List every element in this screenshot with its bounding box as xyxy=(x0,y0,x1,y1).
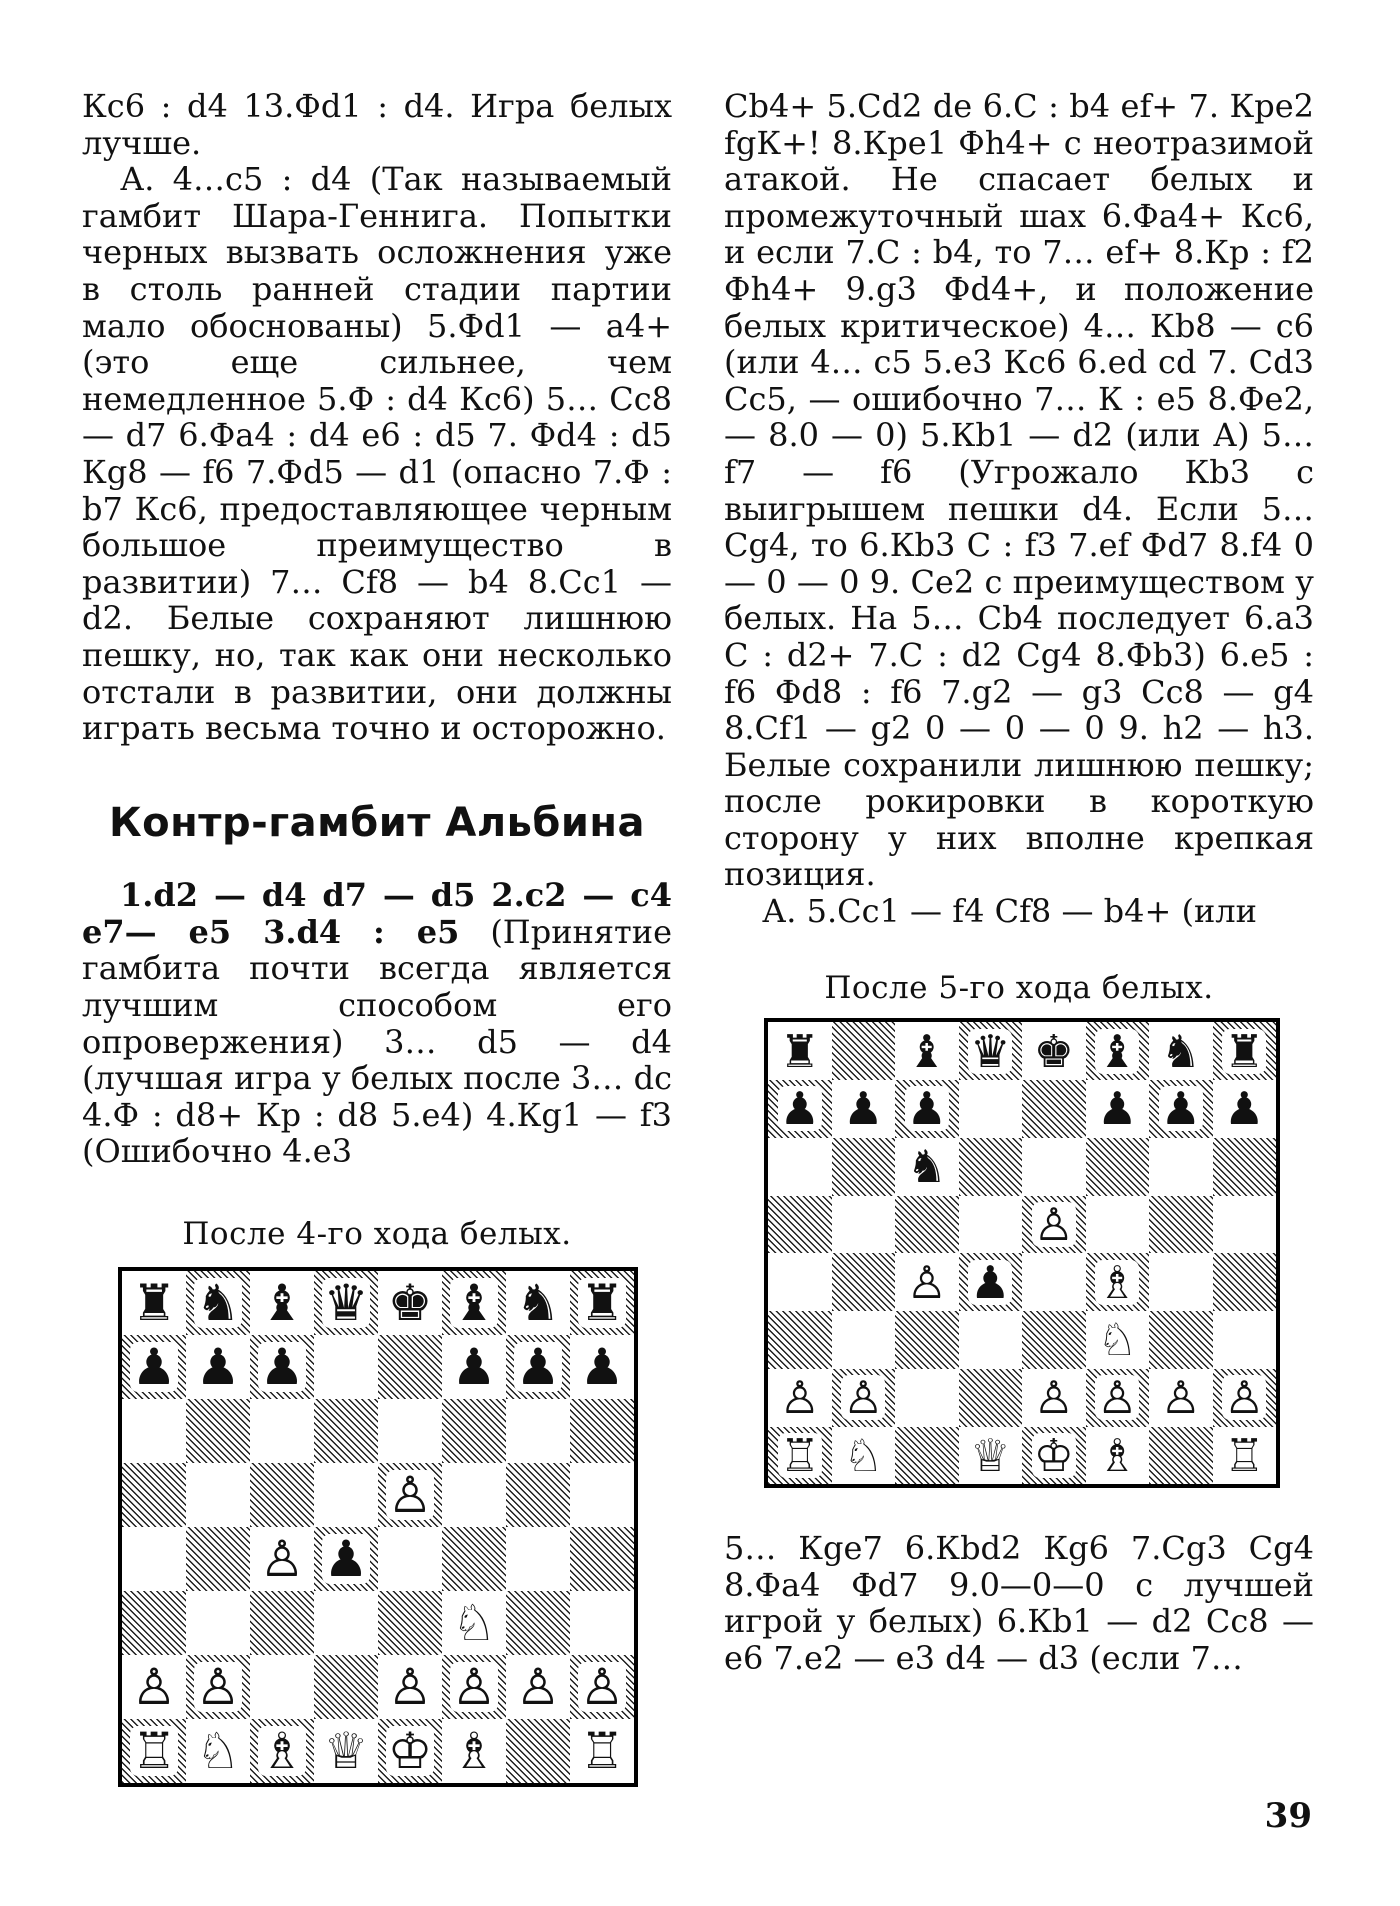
board-square xyxy=(442,1335,506,1399)
board-square xyxy=(506,1335,570,1399)
board-square xyxy=(1022,1253,1086,1311)
board-square xyxy=(378,1527,442,1591)
board-square xyxy=(1213,1311,1277,1369)
board-square xyxy=(250,1591,314,1655)
white-knight-icon: ♘ xyxy=(195,1721,241,1780)
paragraph-continuation: Кс6 : d4 13.Фd1 : d4. Игра белых лучше. xyxy=(82,87,672,162)
black-pawn-icon: ♟ xyxy=(779,1082,820,1136)
board-square xyxy=(506,1463,570,1527)
board-square xyxy=(122,1399,186,1463)
board-square xyxy=(250,1463,314,1527)
board-square xyxy=(1213,1196,1277,1254)
board-square xyxy=(250,1527,314,1591)
black-pawn-icon: ♟ xyxy=(843,1082,884,1136)
white-pawn-icon: ♙ xyxy=(195,1657,241,1716)
board-square xyxy=(570,1335,634,1399)
board-square xyxy=(832,1080,896,1138)
board-square xyxy=(895,1369,959,1427)
black-queen-icon: ♛ xyxy=(970,1024,1011,1078)
white-rook-icon: ♖ xyxy=(779,1428,820,1482)
black-pawn-icon: ♟ xyxy=(131,1337,177,1396)
board-square xyxy=(378,1335,442,1399)
black-rook-icon: ♜ xyxy=(131,1273,177,1332)
black-rook-icon: ♜ xyxy=(1224,1024,1265,1078)
white-pawn-icon: ♙ xyxy=(387,1465,433,1524)
white-queen-icon: ♕ xyxy=(970,1428,1011,1482)
board-square xyxy=(832,1138,896,1196)
board-square xyxy=(122,1591,186,1655)
opening-moves-bold: 1.d2 — d4 d7 — d5 2.c2 — c4 e7— e5 3.d4 : e5 xyxy=(82,876,672,951)
board-square xyxy=(314,1591,378,1655)
black-knight-icon: ♞ xyxy=(1160,1024,1201,1078)
board-square xyxy=(1149,1138,1213,1196)
board-square xyxy=(506,1655,570,1719)
board-square xyxy=(442,1463,506,1527)
board-square xyxy=(570,1463,634,1527)
black-knight-icon: ♞ xyxy=(515,1273,561,1332)
board-square xyxy=(959,1080,1023,1138)
board-square xyxy=(1213,1369,1277,1427)
board-square xyxy=(1022,1022,1086,1080)
white-king-icon: ♔ xyxy=(1033,1428,1074,1482)
board-square xyxy=(186,1335,250,1399)
board-square xyxy=(570,1399,634,1463)
black-bishop-icon: ♝ xyxy=(259,1273,305,1332)
board-square xyxy=(1086,1253,1150,1311)
black-king-icon: ♚ xyxy=(387,1273,433,1332)
white-pawn-icon: ♙ xyxy=(1097,1371,1138,1425)
board-square xyxy=(832,1369,896,1427)
left-column xyxy=(82,88,672,1787)
board-square xyxy=(1149,1369,1213,1427)
board-square xyxy=(442,1527,506,1591)
white-rook-icon: ♖ xyxy=(1224,1428,1265,1482)
black-pawn-icon: ♟ xyxy=(451,1337,497,1396)
board-square xyxy=(1022,1080,1086,1138)
board-square xyxy=(959,1369,1023,1427)
white-pawn-icon: ♙ xyxy=(515,1657,561,1716)
board-square xyxy=(570,1527,634,1591)
board-square xyxy=(895,1080,959,1138)
board-square xyxy=(314,1271,378,1335)
board-square xyxy=(895,1253,959,1311)
board-square xyxy=(442,1719,506,1783)
black-knight-icon: ♞ xyxy=(906,1140,947,1194)
board-square xyxy=(314,1463,378,1527)
black-pawn-icon: ♟ xyxy=(906,1082,947,1136)
board-square xyxy=(832,1311,896,1369)
board-square xyxy=(959,1427,1023,1485)
board-square xyxy=(1213,1138,1277,1196)
white-bishop-icon: ♗ xyxy=(1097,1428,1138,1482)
board-square xyxy=(1149,1022,1213,1080)
board-square xyxy=(314,1719,378,1783)
black-pawn-icon: ♟ xyxy=(970,1255,1011,1309)
board-square xyxy=(1149,1080,1213,1138)
white-pawn-icon: ♙ xyxy=(1033,1197,1074,1251)
board-square xyxy=(122,1463,186,1527)
board-square xyxy=(314,1399,378,1463)
board-square xyxy=(768,1311,832,1369)
board-square xyxy=(570,1655,634,1719)
white-bishop-icon: ♗ xyxy=(1097,1255,1138,1309)
board-square xyxy=(1086,1311,1150,1369)
board-square xyxy=(1149,1427,1213,1485)
board-square xyxy=(442,1271,506,1335)
board-square xyxy=(895,1427,959,1485)
board-square xyxy=(250,1655,314,1719)
black-rook-icon: ♜ xyxy=(779,1024,820,1078)
board-square xyxy=(122,1527,186,1591)
board-square xyxy=(768,1138,832,1196)
board-square xyxy=(506,1719,570,1783)
board-square xyxy=(1086,1427,1150,1485)
black-bishop-icon: ♝ xyxy=(451,1273,497,1332)
board-square xyxy=(506,1527,570,1591)
right-column xyxy=(724,88,1314,1677)
board-square xyxy=(314,1527,378,1591)
board-square xyxy=(832,1022,896,1080)
black-pawn-icon: ♟ xyxy=(1224,1082,1265,1136)
white-pawn-icon: ♙ xyxy=(843,1371,884,1425)
board-square xyxy=(442,1655,506,1719)
board-square xyxy=(1022,1311,1086,1369)
opening-moves-text: (Принятие гамбита почти всегда является лучшим способом его опровержения) 3… d5 — d4 (лучшая игра у белых после 3… dc 4.Ф : d8+ Кр : d8 5.e4) 4.Кg1 — f3 (Ошибочно 4.e3 xyxy=(82,912,673,1171)
board-square xyxy=(442,1399,506,1463)
black-rook-icon: ♜ xyxy=(579,1273,625,1332)
white-pawn-icon: ♙ xyxy=(906,1255,947,1309)
black-pawn-icon: ♟ xyxy=(579,1337,625,1396)
board-square xyxy=(1086,1138,1150,1196)
board-square xyxy=(250,1335,314,1399)
board-square xyxy=(768,1369,832,1427)
board-square xyxy=(122,1335,186,1399)
board-square xyxy=(378,1463,442,1527)
board-square xyxy=(1022,1427,1086,1485)
board-square xyxy=(186,1271,250,1335)
variation-a-paragraph: А. 4…c5 : d4 (Так называемый гамбит Шара-Геннига. Попытки черных вызвать осложнения уже в столь ранней стадии партии мало обоснованы) 5.Фd1 — a4+ (это еще сильнее, чем немедленное 5.Ф : d4 Кс6) 5… Сс8 — d7 6.Фa4 : d4 e6 : d5 7. Фd4 : d5 Кg8 — f6 7.Фd5 — d1 (опасно 7.Ф : b7 Кс6, предоставляющее черным большое преимущество в развитии) 7… Сf8 — b4 8.Сc1 — d2. Белые сохраняют лишнюю пешку, но, так как они несколько отстали в развитии, они должны играть весьма точно и осторожно. xyxy=(82,160,672,748)
board-square xyxy=(1213,1427,1277,1485)
board-square xyxy=(1213,1080,1277,1138)
board-square xyxy=(1086,1080,1150,1138)
black-queen-icon: ♛ xyxy=(323,1273,369,1332)
board-square xyxy=(768,1253,832,1311)
board-square xyxy=(378,1591,442,1655)
board-square xyxy=(122,1719,186,1783)
board-square xyxy=(314,1335,378,1399)
white-pawn-icon: ♙ xyxy=(1224,1371,1265,1425)
white-bishop-icon: ♗ xyxy=(451,1721,497,1780)
board-square xyxy=(378,1719,442,1783)
board-square xyxy=(768,1427,832,1485)
board-square xyxy=(1086,1022,1150,1080)
black-knight-icon: ♞ xyxy=(195,1273,241,1332)
board-square xyxy=(959,1253,1023,1311)
board-square xyxy=(314,1655,378,1719)
board-square xyxy=(832,1427,896,1485)
white-rook-icon: ♖ xyxy=(579,1721,625,1780)
black-bishop-icon: ♝ xyxy=(906,1024,947,1078)
board-square xyxy=(1149,1311,1213,1369)
board-square xyxy=(378,1399,442,1463)
paragraph-continuation-right: Сb4+ 5.Сd2 de 6.С : b4 ef+ 7. Кре2 fgК+! 8.Кре1 Фh4+ с неотразимой атакой. Не спасает белых и промежуточный шах 6.Фa4+ Кс6, и если 7.С : b4, то 7… ef+ 8.Кр : f2 Фh4+ 9.g3 Фd4+, и положение белых критическое) 4… Кb8 — c6 (или 4… c5 5.e3 Кс6 6.ed cd 7. Сd3 Сс5, — ошибочно 7… К : e5 8.Фe2, — 8.0 — 0) 5.Кb1 — d2 (или А) 5… f7 — f6 (Угрожало Кb3 с выигрышем пешки d4. Если 5… Сg4, то 6.Кb3 С : f3 7.ef Фd7 8.f4 0 — 0 — 0 9. Сe2 с преимуществом у белых. На 5… Сb4 последует 6.a3 С : d2+ 7.С : d2 Сg4 8.Фb3) 6.e5 : f6 Фd8 : f6 7.g2 — g3 Сс8 — g4 8.Сf1 — g2 0 — 0 — 0 9. h2 — h3. Белые сохранили лишнюю пешку; после рокировки в короткую сторону у них вполне крепкая позиция. xyxy=(724,87,1314,894)
board-square xyxy=(832,1253,896,1311)
opening-moves-paragraph xyxy=(82,877,672,1170)
white-pawn-icon: ♙ xyxy=(259,1529,305,1588)
board-square xyxy=(506,1271,570,1335)
white-bishop-icon: ♗ xyxy=(259,1721,305,1780)
black-king-icon: ♚ xyxy=(1033,1024,1074,1078)
board-square xyxy=(250,1399,314,1463)
board-square xyxy=(1149,1253,1213,1311)
board-square xyxy=(186,1463,250,1527)
white-pawn-icon: ♙ xyxy=(779,1371,820,1425)
section-heading: Контр-гамбит Альбина xyxy=(108,799,645,846)
board-square xyxy=(122,1655,186,1719)
white-knight-icon: ♘ xyxy=(451,1593,497,1652)
board-square xyxy=(959,1196,1023,1254)
white-queen-icon: ♕ xyxy=(323,1721,369,1780)
board-square xyxy=(506,1399,570,1463)
black-pawn-icon: ♟ xyxy=(515,1337,561,1396)
board-square xyxy=(570,1271,634,1335)
board-square xyxy=(250,1719,314,1783)
white-knight-icon: ♘ xyxy=(843,1428,884,1482)
board-square xyxy=(378,1271,442,1335)
board-square xyxy=(895,1138,959,1196)
black-bishop-icon: ♝ xyxy=(1097,1024,1138,1078)
board-square xyxy=(1022,1196,1086,1254)
board-square xyxy=(768,1196,832,1254)
white-king-icon: ♔ xyxy=(387,1721,433,1780)
board-square xyxy=(768,1022,832,1080)
board-square xyxy=(959,1022,1023,1080)
board-square xyxy=(122,1271,186,1335)
board-square xyxy=(895,1311,959,1369)
white-rook-icon: ♖ xyxy=(131,1721,177,1780)
board-square xyxy=(1086,1369,1150,1427)
board-square xyxy=(1022,1369,1086,1427)
board-caption-1: После 4-го хода белых. xyxy=(182,1216,572,1253)
black-pawn-icon: ♟ xyxy=(323,1529,369,1588)
white-pawn-icon: ♙ xyxy=(131,1657,177,1716)
board-square xyxy=(895,1022,959,1080)
paragraph-after-board: 5… Кge7 6.Кbd2 Кg6 7.Сg3 Сg4 8.Фa4 Фd7 9.0—0—0 с лучшей игрой у белых) 6.Кb1 — d2 Сс8 — e6 7.e2 — e3 d4 — d3 (если 7… xyxy=(724,1529,1314,1678)
board-square xyxy=(895,1196,959,1254)
board-square xyxy=(1149,1196,1213,1254)
white-pawn-icon: ♙ xyxy=(387,1657,433,1716)
white-pawn-icon: ♙ xyxy=(1033,1371,1074,1425)
board-square xyxy=(768,1080,832,1138)
page-number: 39 xyxy=(1264,1796,1312,1836)
board-square xyxy=(186,1527,250,1591)
board-square xyxy=(959,1138,1023,1196)
chess-board-2 xyxy=(764,1018,1280,1488)
board-square xyxy=(1022,1138,1086,1196)
board-square xyxy=(186,1399,250,1463)
black-pawn-icon: ♟ xyxy=(195,1337,241,1396)
white-pawn-icon: ♙ xyxy=(1160,1371,1201,1425)
board-square xyxy=(506,1591,570,1655)
board-square xyxy=(570,1719,634,1783)
board-square xyxy=(186,1655,250,1719)
board-square xyxy=(378,1655,442,1719)
board-square xyxy=(1213,1022,1277,1080)
board-square xyxy=(959,1311,1023,1369)
board-square xyxy=(570,1591,634,1655)
board-square xyxy=(832,1196,896,1254)
variation-a-right: А. 5.Сc1 — f4 Сf8 — b4+ (или xyxy=(762,892,1257,931)
black-pawn-icon: ♟ xyxy=(1160,1082,1201,1136)
board-square xyxy=(186,1591,250,1655)
white-pawn-icon: ♙ xyxy=(451,1657,497,1716)
board-square xyxy=(1086,1196,1150,1254)
white-pawn-icon: ♙ xyxy=(579,1657,625,1716)
chess-board-1 xyxy=(118,1267,638,1787)
board-square xyxy=(442,1591,506,1655)
black-pawn-icon: ♟ xyxy=(1097,1082,1138,1136)
board-square xyxy=(250,1271,314,1335)
white-knight-icon: ♘ xyxy=(1097,1313,1138,1367)
board-square xyxy=(1213,1253,1277,1311)
board-caption-2: После 5-го хода белых. xyxy=(824,969,1214,1006)
black-pawn-icon: ♟ xyxy=(259,1337,305,1396)
board-square xyxy=(186,1719,250,1783)
